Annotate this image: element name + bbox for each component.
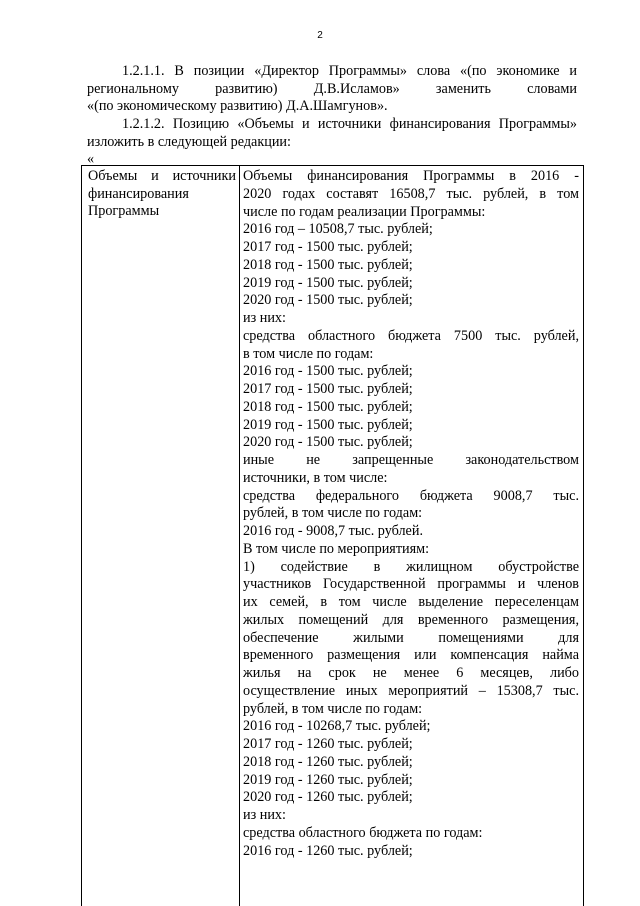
paragraph-1-line-1: 1.2.1.1. В позиции «Директор Программы» слова «(по экономике и: [122, 63, 577, 79]
table-left-line: финансирования: [88, 185, 189, 202]
table-right-line: осуществление иных мероприятий – 15308,7 тыс.: [243, 682, 579, 699]
table-right-line: средства федерального бюджета 9008,7 тыс.: [243, 487, 579, 504]
table-right-line: их семей, в том числе выделение переселенцам: [243, 594, 579, 610]
table-right-line: средства областного бюджета 7500 тыс. рублей,: [243, 327, 579, 344]
paragraph-2-line-2: изложить в следующей редакции:: [87, 133, 291, 150]
table-right-line: обеспечение жилыми помещениями для: [243, 629, 579, 646]
table-right-line: 2019 год - 1260 тыс. рублей;: [243, 771, 413, 788]
table-right-line: 2017 год - 1260 тыс. рублей;: [243, 736, 413, 752]
table-right-line: 2017 год - 1500 тыс. рублей;: [243, 381, 413, 397]
table-left-line: Программы: [88, 203, 160, 220]
open-quote: «: [87, 151, 95, 167]
table-right-line: 2018 год - 1260 тыс. рублей;: [243, 753, 413, 770]
table-left-cell-text: [88, 168, 236, 221]
table-left-line: Объемы и источники: [88, 168, 236, 184]
table-right-line: 2016 год – 10508,7 тыс. рублей;: [243, 221, 433, 238]
table-right-line: 2020 годах составят 16508,7 тыс. рублей, в том: [243, 185, 579, 202]
table-right-line: рублей, в том числе по годам:: [243, 505, 423, 522]
paragraph-1: [87, 63, 577, 116]
table-right-line: жилья на срок не менее 6 месяцев, либо: [243, 665, 579, 681]
table-right-line: 2018 год - 1500 тыс. рублей;: [243, 398, 413, 415]
table-right-line: временного размещения или компенсация найма: [243, 647, 579, 664]
table-right-line: 2016 год - 1260 тыс. рублей;: [243, 842, 413, 859]
table-right-line: 2016 год - 9008,7 тыс. рублей.: [243, 523, 423, 539]
table-right-line: В том числе по мероприятиям:: [243, 540, 430, 557]
table-right-line: 2019 год - 1500 тыс. рублей;: [243, 416, 413, 433]
table-right-line: из них:: [243, 310, 286, 326]
paragraph-1-line-2: региональному развитию) Д.В.Исламов» заменить словами: [87, 80, 577, 97]
table-right-line: участников Государственной программы и членов: [243, 576, 579, 593]
table-right-line: 2020 год - 1500 тыс. рублей;: [243, 434, 413, 451]
table-right-cell-text: [243, 168, 579, 860]
table-right-line: 2016 год - 10268,7 тыс. рублей;: [243, 718, 431, 735]
funding-table: [81, 165, 584, 906]
table-right-line: из них:: [243, 807, 286, 823]
table-left-cell: [82, 166, 240, 906]
table-right-line: жилых помещений для временного размещения,: [243, 611, 579, 628]
paragraph-2: [87, 116, 577, 151]
paragraph-2-line-1: 1.2.1.2. Позицию «Объемы и источники финансирования Программы»: [122, 116, 577, 132]
table-right-line: 2020 год - 1260 тыс. рублей;: [243, 789, 413, 806]
table-right-line: 2018 год - 1500 тыс. рублей;: [243, 256, 413, 273]
table-right-line: рублей, в том числе по годам:: [243, 700, 423, 717]
table-right-line: иные не запрещенные законодательством: [243, 452, 579, 468]
table-right-line: числе по годам реализации Программы:: [243, 203, 486, 220]
paragraph-1-line-3: «(по экономическому развитию) Д.А.Шамгунов».: [87, 98, 388, 115]
table-right-line: источники, в том числе:: [243, 469, 388, 486]
table-right-line: в том числе по годам:: [243, 345, 374, 362]
table-right-line: 2016 год - 1500 тыс. рублей;: [243, 363, 413, 380]
table-right-line: 2020 год - 1500 тыс. рублей;: [243, 292, 413, 309]
table-right-line: 2017 год - 1500 тыс. рублей;: [243, 239, 413, 255]
page-number: 2: [317, 30, 323, 41]
table-right-line: средства областного бюджета по годам:: [243, 824, 483, 841]
table-right-line: 1) содействие в жилищном обустройстве: [243, 558, 579, 575]
table-right-line: Объемы финансирования Программы в 2016 -: [243, 168, 579, 184]
table-right-line: 2019 год - 1500 тыс. рублей;: [243, 274, 413, 291]
